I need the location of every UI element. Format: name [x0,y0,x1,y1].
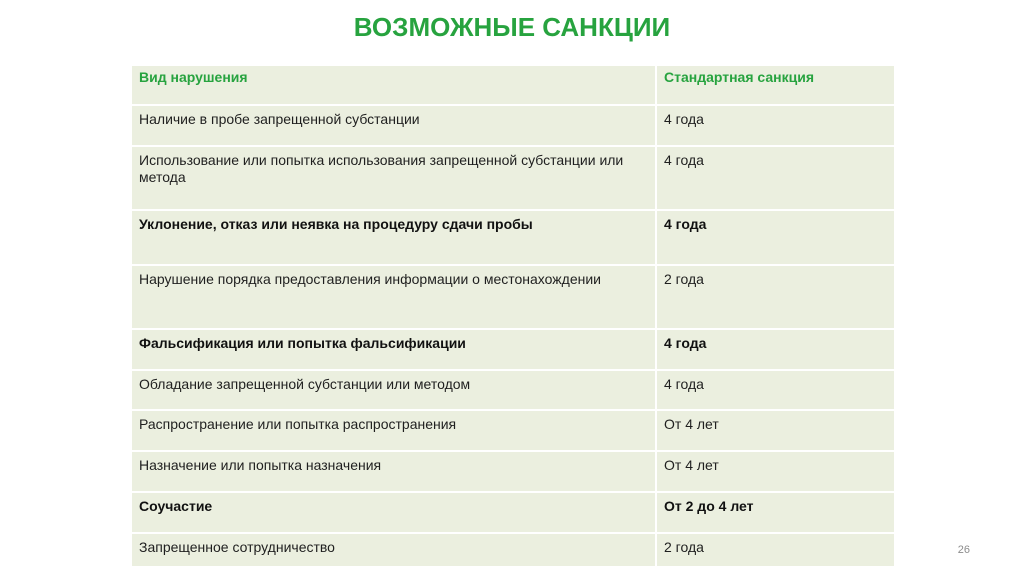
sanction-cell: 4 года [656,210,895,265]
table-row [131,210,895,265]
table-row [131,105,895,146]
violation-cell: Распространение или попытка распространения [131,410,656,451]
violation-cell: Фальсификация или попытка фальсификации [131,329,656,370]
violation-cell: Наличие в пробе запрещенной субстанции [131,105,656,146]
table-header-row [131,65,895,105]
sanction-cell: 4 года [656,146,895,210]
table-row [131,533,895,567]
header-standard-sanction: Стандартная санкция [656,65,895,105]
header-violation-type: Вид нарушения [131,65,656,105]
table-row [131,410,895,451]
violation-cell: Нарушение порядка предоставления информации о местонахождении [131,265,656,329]
violation-cell: Уклонение, отказ или неявка на процедуру сдачи пробы [131,210,656,265]
sanction-cell: 4 года [656,329,895,370]
table-row [131,265,895,329]
table-row [131,329,895,370]
sanction-cell: 2 года [656,533,895,567]
table-row [131,492,895,533]
violation-cell: Назначение или попытка назначения [131,451,656,492]
violation-cell: Обладание запрещенной субстанции или методом [131,370,656,410]
page-number: 26 [957,544,970,556]
table-row [131,451,895,492]
sanction-cell: 4 года [656,370,895,410]
sanction-cell: 2 года [656,265,895,329]
table-row [131,146,895,210]
sanction-cell: От 4 лет [656,410,895,451]
sanction-cell: 4 года [656,105,895,146]
sanction-cell: От 4 лет [656,451,895,492]
violation-cell: Использование или попытка использования запрещенной субстанции или метода [131,146,656,210]
sanctions-table [130,64,896,568]
table-row [131,370,895,410]
sanction-cell: От 2 до 4 лет [656,492,895,533]
violation-cell: Запрещенное сотрудничество [131,533,656,567]
slide-title: ВОЗМОЖНЫЕ САНКЦИИ [353,12,671,42]
violation-cell: Соучастие [131,492,656,533]
